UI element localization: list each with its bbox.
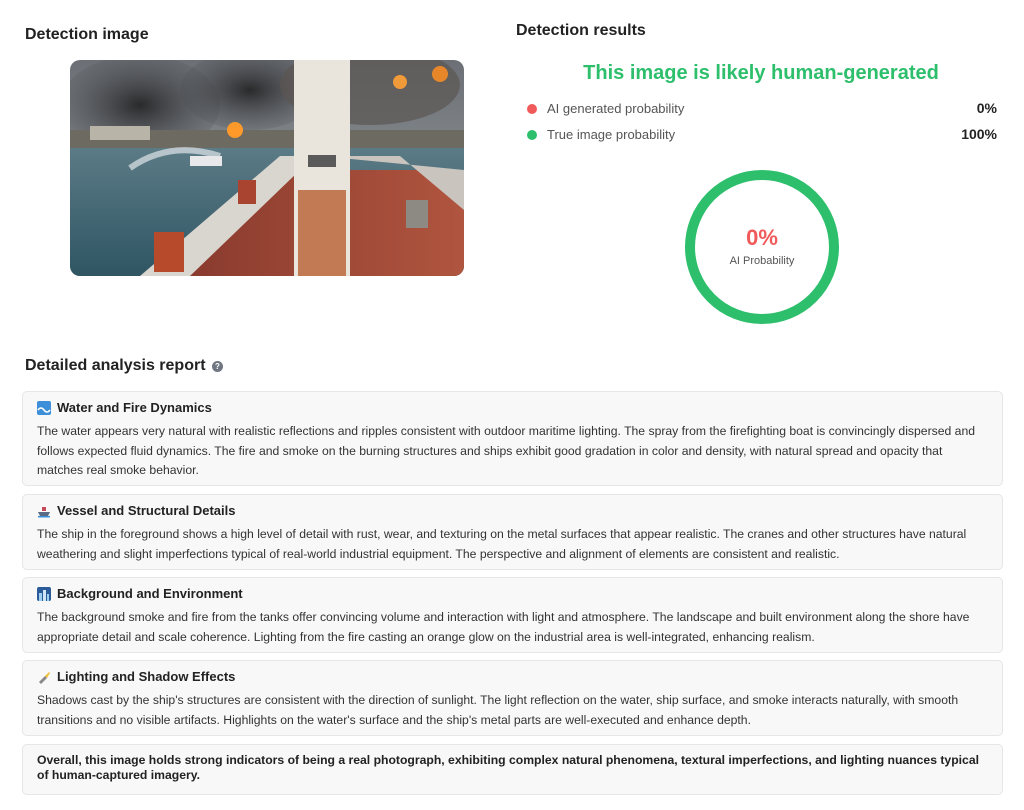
ship-icon: [37, 504, 51, 518]
report-section-text: The background smoke and fire from the tanks offer convincing volume and interaction with light and atmosphere. The landscape and built environment along the shore have appropriate detail and scale coherence. Lighting from the fire casting an orange glow on the industrial area is well-integrated, enhancing realism.: [37, 610, 970, 644]
report-section-heading: Lighting and Shadow Effects: [57, 669, 236, 684]
report-section-text: The ship in the foreground shows a high level of detail with rust, wear, and texturing on the metal surfaces that appear realistic. The cranes and other structures have natural weathering and slight imperfections typical of real-world industrial equipment. The perspective and alignment of elements are consistent and realistic.: [37, 527, 967, 561]
detection-image-title: Detection image: [25, 26, 149, 43]
report-title: Detailed analysis report: [25, 357, 206, 374]
report-section-text: Shadows cast by the ship's structures are consistent with the direction of sunlight. The light reflection on the water, ship surface, and smoke interacts naturally, with smooth transitions and no visible artifacts. Highlights on the water's surface and the ship's metal parts are well-executed and enhance depth.: [37, 693, 959, 727]
true-probability-label: True image probability: [547, 127, 676, 142]
ai-probability-label: AI generated probability: [547, 101, 685, 116]
gauge-caption: AI Probability: [729, 255, 795, 267]
gauge-percentage: 0%: [746, 225, 778, 250]
report-section-water-fire: [22, 391, 1003, 486]
report-section-heading: Water and Fire Dynamics: [57, 400, 212, 415]
report-section-text: The water appears very natural with realistic reflections and ripples consistent with outdoor maritime lighting. The spray from the firefighting boat is convincingly dispersed and follows expected fluid dynamics. The fire and smoke on the burning structures and ships exhibit good gradation in color and density, with natural spread and opacity that matches real smoke behavior.: [37, 424, 975, 478]
green-dot-icon: [527, 130, 537, 140]
red-dot-icon: [527, 104, 537, 114]
verdict-text: This image is likely human-generated: [583, 62, 939, 84]
wave-icon: [37, 401, 51, 415]
report-summary: [22, 744, 1003, 795]
detection-results-title: Detection results: [516, 22, 646, 39]
true-probability-value: 100%: [961, 126, 997, 142]
report-section-heading: Background and Environment: [57, 586, 243, 601]
report-section-vessel: [22, 494, 1003, 570]
report-section-lighting: [22, 660, 1003, 736]
ai-probability-value: 0%: [976, 100, 997, 116]
question-circle-icon[interactable]: ?: [212, 361, 223, 372]
flashlight-icon: [37, 670, 51, 684]
detection-photo: [70, 60, 464, 276]
cityscape-icon: [37, 587, 51, 601]
report-summary-text: Overall, this image holds strong indicators of being a real photograph, exhibiting complex natural phenomena, textural imperfections, and lighting nuances typical of human-captured imagery.: [37, 753, 979, 782]
ai-probability-row: [527, 100, 997, 118]
report-section-heading: Vessel and Structural Details: [57, 503, 236, 518]
report-section-background: [22, 577, 1003, 653]
true-probability-row: [527, 126, 997, 144]
